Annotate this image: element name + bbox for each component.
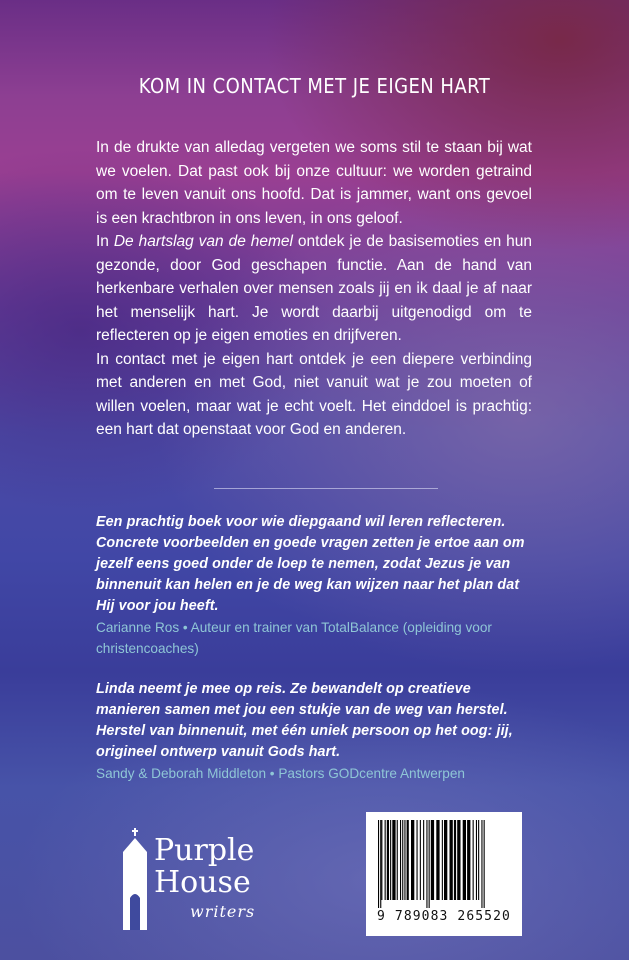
divider	[214, 488, 438, 489]
barcode-bar	[431, 820, 434, 900]
blurb	[96, 136, 532, 442]
barcode-bar	[479, 820, 481, 900]
barcode-bar	[461, 820, 463, 900]
barcode-bar	[453, 820, 454, 900]
barcode-bar	[387, 820, 389, 900]
barcode-bars	[374, 820, 514, 910]
barcode-bar	[424, 820, 425, 900]
publisher-name-line2: House	[154, 865, 251, 900]
barcode-bar	[474, 820, 476, 900]
page-title: KOM IN CONTACT MET JE EIGEN HART	[138, 74, 491, 98]
barcode-bar	[403, 820, 404, 900]
barcode-bar	[428, 820, 429, 908]
house-icon	[120, 826, 150, 934]
barcode-bar	[414, 820, 416, 900]
isbn-barcode	[366, 812, 522, 936]
barcode-bar	[404, 820, 405, 900]
barcode-bar	[382, 820, 384, 900]
blurb-paragraph-2-prefix: In	[96, 233, 114, 250]
barcode-bar	[379, 820, 380, 908]
barcode-bar	[398, 820, 400, 900]
barcode-bar	[409, 820, 411, 900]
barcode-bar	[386, 820, 387, 900]
barcode-bar	[380, 820, 381, 908]
barcode-bar	[478, 820, 479, 900]
endorsement-attribution: Carianne Ros • Auteur en trainer van TotalBalance (opleiding voor christencoaches)	[96, 620, 492, 656]
barcode-bar	[396, 820, 397, 900]
barcode-bar	[440, 820, 442, 900]
barcode-bar	[467, 820, 470, 900]
blurb-paragraph-1: In de drukte van alledag vergeten we soms stil te staan bij wat we voelen. Dat past ook bij onze cultuur: we worden getraind om te leven vanuit ons hoofd. Dat is jammer, want ons gevoel is een krachtbron in ons leven, in ons geloof.	[96, 139, 532, 227]
barcode-bar	[434, 820, 436, 900]
barcode-bar	[391, 820, 392, 900]
barcode-bar	[411, 820, 414, 900]
barcode-bar	[425, 820, 426, 908]
barcode-bar	[423, 820, 424, 900]
blurb-paragraph-2-rest: ontdek je de basisemoties en hun gezonde, door God geschapen functie. Aan de hand van herkenbare verhalen over mensen zoals jij en ik daal je af naar het menselijk hart. Je wordt daarbij uitgenodigd om te reflecteren op je eigen emoties en drijfveren.	[96, 233, 532, 344]
barcode-bar	[477, 820, 478, 900]
barcode-bar	[378, 820, 379, 908]
barcode-bar	[443, 820, 444, 900]
barcode-bar	[389, 820, 390, 900]
barcode-bar	[456, 820, 457, 900]
barcode-bar	[401, 820, 402, 900]
endorsement-1	[96, 512, 536, 659]
endorsement-attribution: Sandy & Deborah Middleton • Pastors GODcentre Antwerpen	[96, 766, 465, 781]
barcode-bar	[418, 820, 420, 900]
endorsement-2	[96, 679, 536, 784]
barcode-bar	[457, 820, 460, 900]
barcode-bar	[390, 820, 391, 900]
endorsement-quote: Een prachtig boek voor wie diepgaand wil leren reflecteren. Concrete voorbeelden en goede vragen zetten je ertoe aan om jezelf eens goed onder de loep te nemen, zodat Jezus je van binnenuit kan helen en je de weg kan wijzen naar het plan dat Hij voor jou heeft.	[96, 514, 525, 614]
barcode-bar	[392, 820, 395, 900]
book-title: De hartslag van de hemel	[113, 233, 293, 250]
barcode-bar	[400, 820, 401, 900]
barcode-bar	[470, 820, 472, 900]
barcode-bar	[420, 820, 421, 900]
barcode-bar	[407, 820, 409, 900]
barcode-bar	[426, 820, 427, 908]
barcode-bar	[476, 820, 477, 900]
blurb-paragraph-2	[96, 230, 532, 348]
barcode-bar	[429, 820, 430, 908]
barcode-bar	[484, 820, 485, 908]
barcode-bar	[402, 820, 403, 900]
blurb-paragraph-3: In contact met je eigen hart ontdek je een diepere verbinding met anderen en met God, niet vanuit wat je zou moeten of willen voelen, maar wat je echt voelt. Het einddoel is prachtig: een hart dat openstaat voor God en anderen.	[96, 350, 532, 438]
barcode-bar	[406, 820, 407, 900]
isbn-digits: 9 789083 265520	[377, 909, 511, 924]
barcode-bar	[481, 820, 482, 908]
barcode-bar	[385, 820, 386, 900]
barcode-bar	[430, 820, 431, 908]
barcode-bar	[450, 820, 453, 900]
barcode-bar	[442, 820, 443, 900]
barcode-bar	[447, 820, 449, 900]
barcode-bar	[454, 820, 456, 900]
endorsement-quote: Linda neemt je mee op reis. Ze bewandelt op creatieve manieren samen met jou een stukje van de weg van herstel. Herstel van binnenuit, met één uniek persoon op het oog: jij, origineel ontwerp vanuit Gods hart.	[96, 681, 513, 760]
barcode-bar	[466, 820, 467, 900]
barcode-bar	[463, 820, 466, 900]
barcode-bar	[417, 820, 418, 900]
barcode-bar	[436, 820, 439, 900]
barcode-bar	[483, 820, 484, 908]
barcode-bar	[444, 820, 447, 900]
barcode-bar	[381, 820, 382, 900]
barcode-bar	[473, 820, 474, 900]
publisher-tagline: writers	[190, 902, 256, 921]
barcode-bar	[421, 820, 423, 900]
barcode-bar	[397, 820, 398, 900]
publisher-logo	[120, 826, 280, 936]
publisher-name-line1: Purple	[154, 833, 255, 868]
